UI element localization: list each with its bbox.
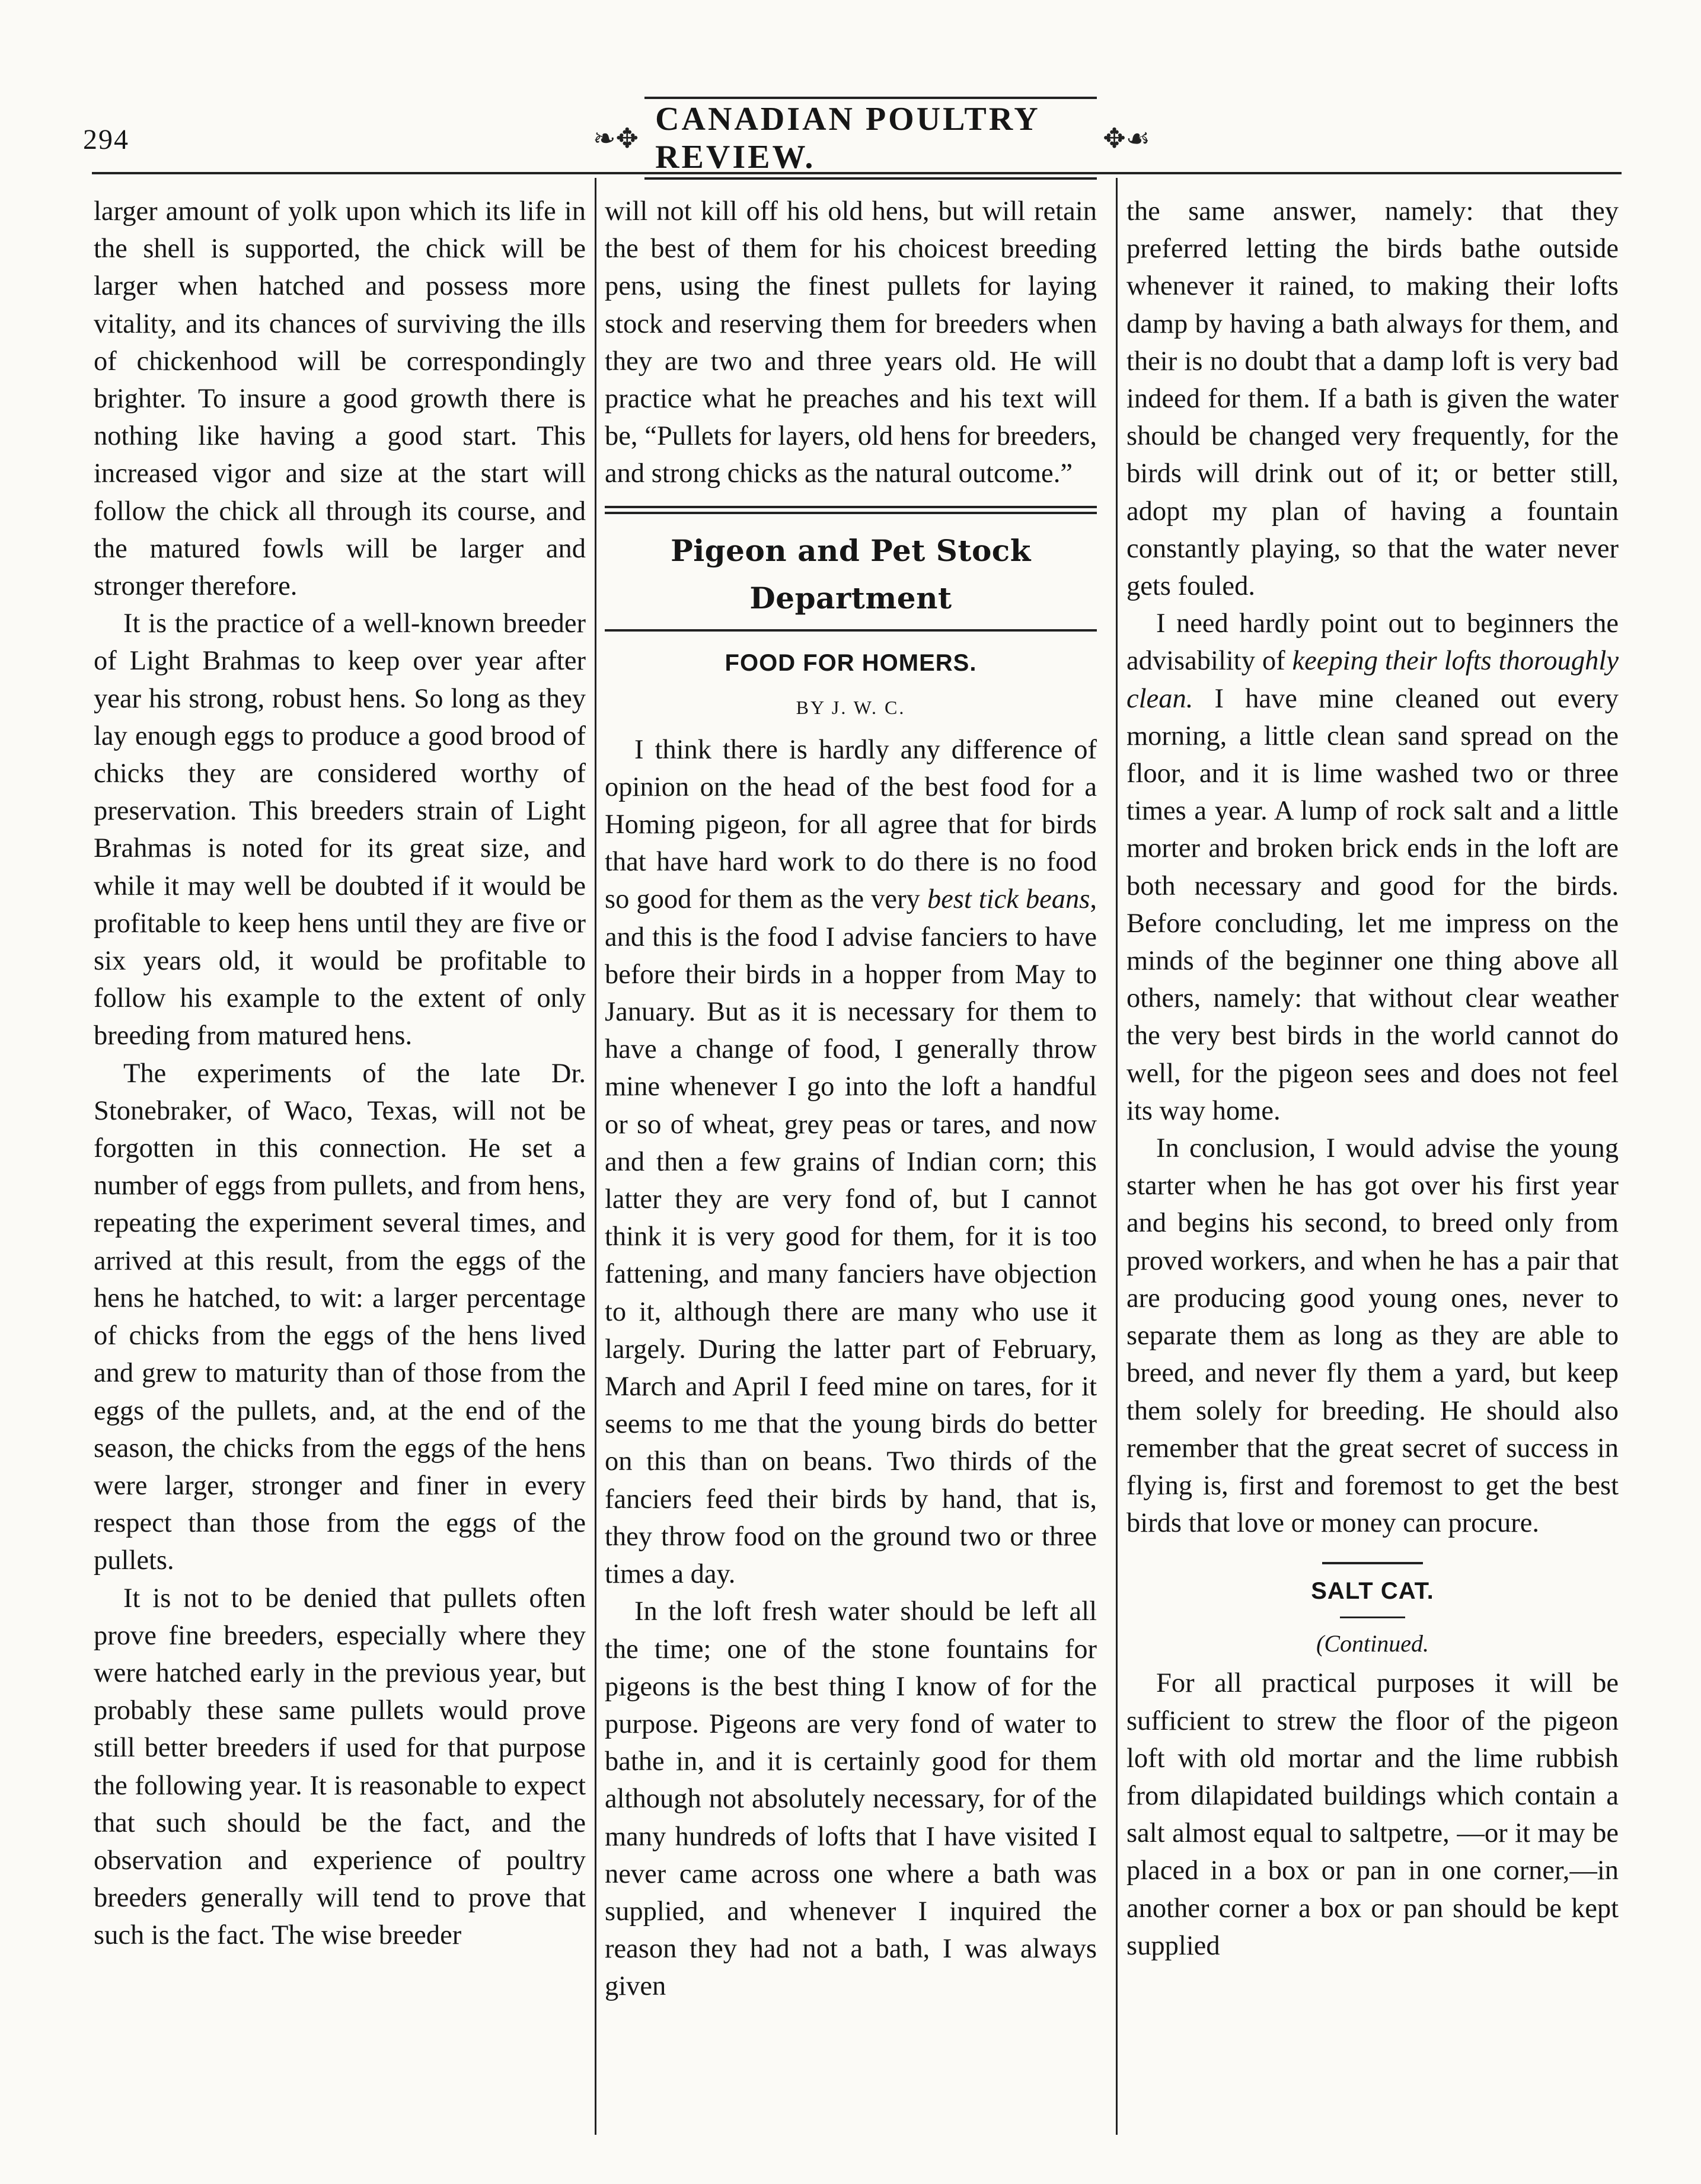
- column-1: [94, 193, 586, 1955]
- emphasis: keeping their lofts thoroughly clean.: [1126, 646, 1619, 714]
- paragraph: It is the practice of a well-known breeder of Light Brahmas to keep over year after year his strong, robust hens. So long as they lay enough eggs to produce a good brood of chicks they are considered worthy of preservation. This breeders strain of Light Brahmas is noted for its great size, and while it may well be doubted if it would be profitable to keep hens until they are five or six years old, it would be profitable to follow his example to the extent of only breeding from matured hens.: [94, 608, 586, 1051]
- article-title: SALT CAT.: [1311, 1578, 1434, 1605]
- double-rule: [605, 506, 1097, 514]
- text-run: I think there is hardly any difference of opinion on the head of the best food for a Homing pigeon, for all agree that for birds that have hard work to do there is no food so good for them as the very: [605, 734, 1097, 915]
- paragraph: It is not to be denied that pullets often prove fine breeders, especially where they were hatched early in the previous year, but probably these same pullets would prove still better breeders if used for that purpose the following year. It is reasonable to expect that such should be the fact, and the observation and experience of poultry breeders generally will tend to prove that such is the fact. The wise breeder: [94, 1583, 586, 1951]
- masthead-title: CANADIAN POULTRY REVIEW.: [644, 97, 1097, 180]
- column-divider-1: [595, 178, 596, 2135]
- emphasis: best tick beans: [927, 884, 1090, 915]
- text-run: , and this is the food I advise fanciers to have before their birds in a hopper from May to January. But as it is necessary for them to have a change of food, I generally throw mine whenever I go into the loft a handful or so of wheat, grey peas or tares, and now and then a few grains of Indian corn; this latter they are very fond of, but I cannot think it is very good for them, for it is too fattening, and many fanciers have objection to it, although there are many who use it largely. During the latter part of February, March and April I feed mine on tares, for it seems to me that the young birds do better on this than on beans. Two thirds of the fanciers feed their birds by hand, that is, they throw food on the ground two or three times a day.: [605, 884, 1097, 1590]
- paragraph: The experiments of the late Dr. Stonebraker, of Waco, Texas, will not be forgotten in this connection. He set a number of eggs from pullets, and from hens, repeating the experiment several times, and arrived at this result, from the eggs of the hens he hatched, to wit: a larger percentage of chicks from the eggs of the hens lived and grew to maturity than of those from the eggs of the pullets, and, at the end of the season, the chicks from the eggs of the hens were larger, stronger and finer in every respect than those from the eggs of the pullets.: [94, 1058, 586, 1576]
- text-run: I need hardly point out to beginners the advisability of: [1126, 608, 1619, 677]
- title-rule: [1340, 1617, 1405, 1618]
- header-rule: [92, 172, 1622, 174]
- article-title: FOOD FOR HOMERS.: [725, 649, 977, 676]
- paragraph: [1126, 605, 1619, 1130]
- column-2: [605, 193, 1097, 2006]
- column-3: [1126, 193, 1619, 1965]
- paragraph: In conclusion, I would advise the young starter when he has got over his first year and begins his second, to breed only from proved workers, and when he has a pair that are producing good young ones, never to separate them as long as they are able to breed, and never fly them a yard, but keep them solely for breeding. He should also remember that the great secret of success in flying is, first and foremost to get the best birds that love or money can procure.: [1126, 1133, 1619, 1539]
- section-rule: [1322, 1562, 1423, 1564]
- paragraph: In the loft fresh water should be left all the time; one of the stone fountains for pigeons is the best thing I know of for the purpose. Pigeons are very fond of water to bathe in, and it is certainly good for them although not absolutely necessary, for of the many hundreds of lofts that I have visited I never came across one where a bath was supplied, and whenever I inquired the reason they had not a bath, I was always given: [605, 1596, 1097, 2002]
- paragraph: will not kill off his old hens, but will retain the best of them for his choicest breeding pens, using the finest pullets for laying stock and reserving them for breeders when they are two and three years old. He will practice what he preaches and his text will be, “Pullets for layers, old hens for breeders, and strong chicks as the natural outcome.”: [605, 196, 1097, 489]
- left-ornament-icon: ❧✥: [593, 123, 639, 154]
- paragraph: the same answer, namely: that they preferred letting the birds bathe outside whenever it rained, to making their lofts damp by having a bath always for them, and their is no doubt that a damp loft is very bad indeed for them. If a bath is given the water should be changed very frequently, for the birds will drink out of it; or better still, adopt my plan of having a fountain constantly playing, so that the water never gets fouled.: [1126, 196, 1619, 602]
- paragraph: [605, 731, 1097, 1593]
- paragraph: larger amount of yolk upon which its life in the shell is supported, the chick will be larger when hatched and possess more vitality, and its chances of surviving the ills of chickenhood will be correspondingly brighter. To insure a good growth there is nothing like having a good start. This increased vigor and size at the start will follow the chick all through its course, and the matured fowls will be larger and stronger therefore.: [94, 196, 586, 602]
- column-divider-2: [1116, 178, 1118, 2135]
- department-heading: Pigeon and Pet Stock Department: [671, 533, 1031, 616]
- right-ornament-icon: ✥☙: [1103, 123, 1150, 154]
- paragraph: For all practical purposes it will be sufficient to strew the floor of the pigeon loft with old mortar and the lime rubbish from dilapidated buildings which contain a salt almost equal to saltpetre, —or it may be placed in a box or pan in one corner,—in another corner a box or pan should be kept supplied: [1126, 1668, 1619, 1961]
- masthead: [587, 101, 1156, 176]
- byline: BY J. W. C.: [796, 696, 906, 718]
- text-run: I have mine cleaned out every morning, a little clean sand spread on the floor, and it is lime washed two or three times a year. A lump of rock salt and a little morter and broken brick ends in the loft are both necessary and good for the birds. Before concluding, let me impress on the minds of the beginner one thing above all others, namely: that without clear weather the very best birds in the world cannot do well, for the pigeon sees and does not feel its way home.: [1126, 683, 1619, 1126]
- continued-note: (Continued.: [1316, 1630, 1429, 1657]
- page-number: 294: [83, 124, 129, 155]
- heading-rule: [605, 629, 1097, 632]
